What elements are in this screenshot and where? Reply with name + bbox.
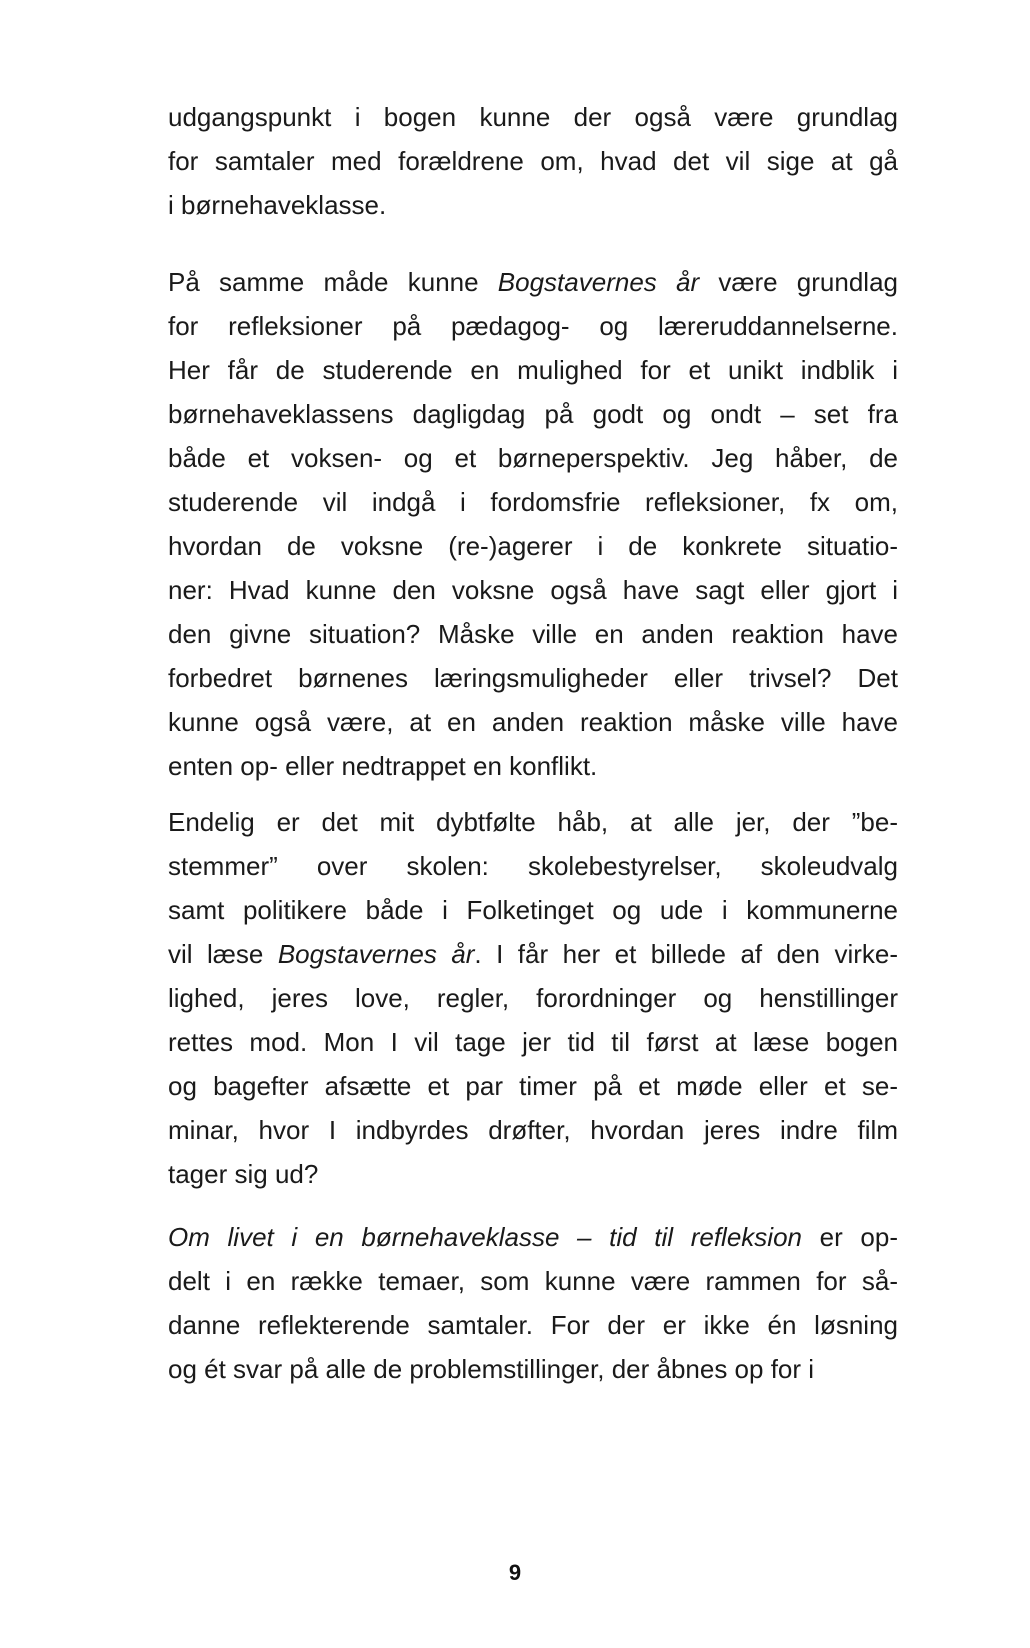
text-run: stemmer” over skolen: skolebestyrelser, skoleudvalg xyxy=(168,851,898,881)
text-run: hvordan de voksne (re-)agerer i de konkrete situatio- xyxy=(168,531,898,561)
text-line xyxy=(168,976,898,1020)
text-line xyxy=(168,524,898,568)
text-line xyxy=(168,304,898,348)
text-line xyxy=(168,139,898,183)
text-run: studerende vil indgå i fordomsfrie refleksioner, fx om, xyxy=(168,487,898,517)
text-line xyxy=(168,888,898,932)
text-line xyxy=(168,700,898,744)
text-line xyxy=(168,480,898,524)
text-run: for refleksioner på pædagog- og læreruddannelserne. xyxy=(168,311,898,341)
text-run: kunne også være, at en anden reaktion måske ville have xyxy=(168,707,898,737)
page-number: 9 xyxy=(508,1560,522,1585)
text-run: og bagefter afsætte et par timer på et møde eller et se- xyxy=(168,1071,898,1101)
text-run: for samtaler med forældrene om, hvad det vil sige at gå xyxy=(168,146,898,176)
text-run: er op- xyxy=(801,1222,898,1252)
text-run: tager sig ud? xyxy=(168,1159,319,1189)
text-line xyxy=(168,1347,898,1391)
text-line xyxy=(168,656,898,700)
text-run: både et voksen- og et børneperspektiv. Jeg håber, de xyxy=(168,443,898,473)
text-run: og ét svar på alle de problemstillinger, der åbnes op for i xyxy=(168,1354,815,1384)
text-run: På samme måde kunne xyxy=(168,267,498,297)
text-line xyxy=(168,1020,898,1064)
text-line xyxy=(168,260,898,304)
text-run: udgangspunkt i bogen kunne der også være grundlag xyxy=(168,102,898,132)
text-run: vil læse xyxy=(168,939,278,969)
text-line xyxy=(168,1303,898,1347)
text-line xyxy=(168,348,898,392)
text-run: ner: Hvad kunne den voksne også have sagt eller gjort i xyxy=(168,575,898,605)
text-run: være grundlag xyxy=(699,267,898,297)
text-line xyxy=(168,800,898,844)
text-run: . I får her et billede af den virke- xyxy=(474,939,899,969)
paragraph xyxy=(168,260,898,788)
text-line xyxy=(168,844,898,888)
text-run: enten op- eller nedtrappet en konflikt. xyxy=(168,751,598,781)
text-run: den givne situation? Måske ville en anden reaktion have xyxy=(168,619,898,649)
text-line xyxy=(168,568,898,612)
text-line xyxy=(168,932,898,976)
text-line xyxy=(168,95,898,139)
text-run: Her får de studerende en mulighed for et unikt indblik i xyxy=(168,355,898,385)
text-line xyxy=(168,1152,898,1196)
text-run: børnehaveklassens dagligdag på godt og ondt – set fra xyxy=(168,399,898,429)
paragraph xyxy=(168,800,898,1196)
text-line xyxy=(168,183,898,227)
text-run: minar, hvor I indbyrdes drøfter, hvordan jeres indre film xyxy=(168,1115,898,1145)
text-line xyxy=(168,1108,898,1152)
text-run: samt politikere både i Folketinget og ude i kommunerne xyxy=(168,895,898,925)
text-run: Endelig er det mit dybtfølte håb, at alle jer, der ”be- xyxy=(168,807,898,837)
italic-title: Bogstavernes år xyxy=(277,939,475,969)
text-line xyxy=(168,1064,898,1108)
text-run: rettes mod. Mon I vil tage jer tid til først at læse bogen xyxy=(168,1027,898,1057)
italic-title: Bogstavernes år xyxy=(497,267,700,297)
paragraph xyxy=(168,1215,898,1391)
text-line xyxy=(168,1259,898,1303)
text-line xyxy=(168,612,898,656)
text-run: danne reflekterende samtaler. For der er ikke én løsning xyxy=(168,1310,898,1340)
text-run: forbedret børnenes læringsmuligheder eller trivsel? Det xyxy=(168,663,898,693)
italic-title: Om livet i en børnehaveklasse – tid til refleksion xyxy=(168,1222,802,1252)
text-run: i børnehaveklasse. xyxy=(168,190,387,220)
text-line xyxy=(168,744,898,788)
text-line xyxy=(168,392,898,436)
text-run: delt i en række temaer, som kunne være rammen for så- xyxy=(168,1266,898,1296)
text-line xyxy=(168,1215,898,1259)
text-line xyxy=(168,436,898,480)
paragraph xyxy=(168,95,898,227)
text-run: lighed, jeres love, regler, forordninger og henstillinger xyxy=(168,983,898,1013)
